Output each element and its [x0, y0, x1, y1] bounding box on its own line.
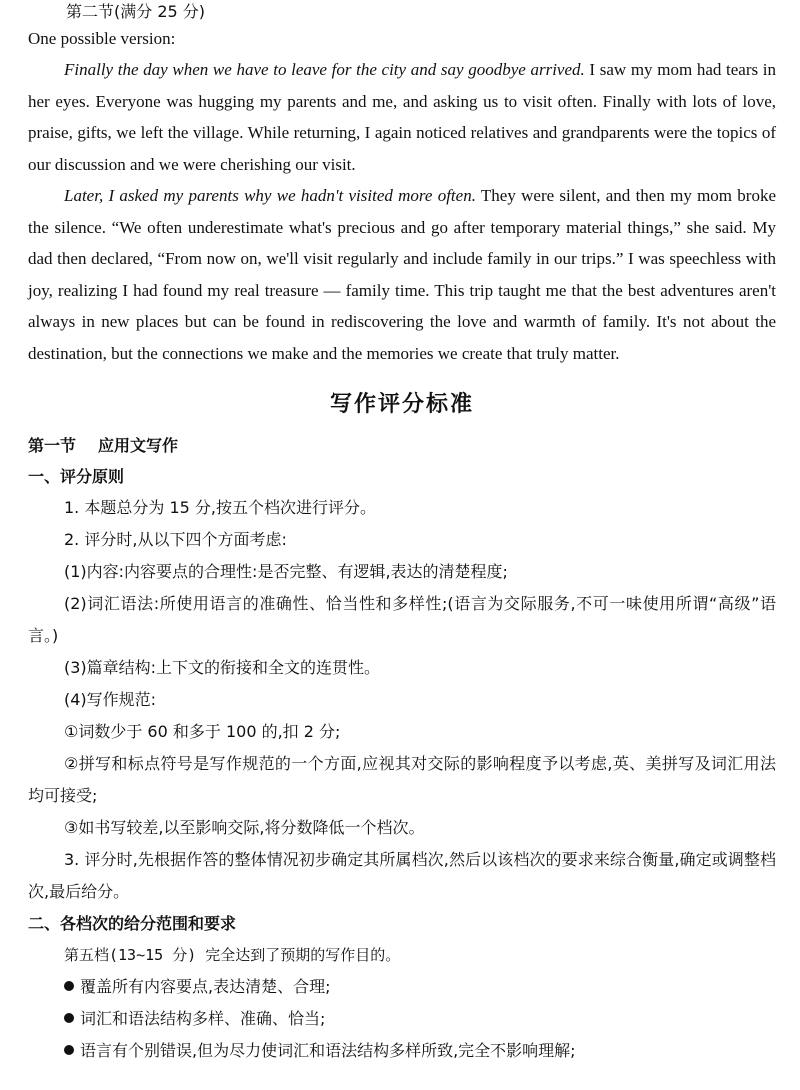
criterion-3: ③如书写较差,以至影响交际,将分数降低一个档次。: [64, 818, 425, 837]
essay-paragraph-2-opening: Later, I asked my parents why we hadn't visited more often.: [64, 186, 476, 205]
tier-5-description: 第五档(13~15 分) 完全达到了预期的写作目的。: [64, 946, 401, 964]
tier-5-bullet-3: [28, 1035, 776, 1067]
principle-sub-3: (3)篇章结构:上下文的衔接和全文的连贯性。: [64, 658, 381, 677]
bullet-dot-icon: [64, 1045, 74, 1055]
principles-heading: 一、评分原则: [28, 467, 125, 486]
tier-5-bullet-1-text: 覆盖所有内容要点,表达清楚、合理;: [80, 977, 331, 996]
bullet-dot-icon: [64, 981, 74, 991]
essay-paragraph-2: [28, 180, 776, 369]
main-title: 写作评分标准: [329, 392, 474, 417]
essay-paragraph-1-opening: Finally the day when we have to leave for the city and say goodbye arrived.: [64, 60, 585, 79]
principle-item-1: 1. 本题总分为 15 分,按五个档次进行评分。: [64, 498, 376, 517]
principle-item-2: 2. 评分时,从以下四个方面考虑:: [64, 530, 287, 549]
version-label: One possible version:: [28, 29, 176, 48]
criterion-1: ①词数少于 60 和多于 100 的,扣 2 分;: [64, 722, 341, 741]
tier-5-bullet-1: [28, 971, 776, 1003]
principle-item-3: 3. 评分时,先根据作答的整体情况初步确定其所属档次,然后以该档次的要求来综合衡量,确定或调整档次,最后给分。: [28, 850, 776, 901]
principle-sub-1: (1)内容:内容要点的合理性:是否完整、有逻辑,表达的清楚程度;: [64, 562, 508, 581]
section2-header: 第二节(满分 25 分): [66, 2, 206, 21]
tier-5-bullet-2-text: 词汇和语法结构多样、准确、恰当;: [80, 1009, 326, 1028]
tier-5-bullet-2: [28, 1003, 776, 1035]
part1-heading: [28, 430, 776, 461]
part1-title: 应用文写作: [98, 436, 179, 455]
essay-paragraph-1: [28, 54, 776, 180]
tiers-heading: 二、各档次的给分范围和要求: [28, 914, 237, 933]
tier-5-bullet-3-text: 语言有个别错误,但为尽力使词汇和语法结构多样所致,完全不影响理解;: [80, 1041, 576, 1060]
bullet-dot-icon: [64, 1013, 74, 1023]
principle-sub-2: (2)词汇语法:所使用语言的准确性、恰当性和多样性;(语言为交际服务,不可一味使用所谓“高级”语言。): [28, 594, 776, 645]
essay-paragraph-2-body: They were silent, and then my mom broke the silence. “We often underestimate what's precious and go after temporary material things,” she said. My dad then declared, “From now on, we'll visit regularly and include family in our trips.” I was speechless with joy, realizing I had found my real treasure — family time. This trip taught me that the best adventures aren't always in new places but can be found in rediscovering the love and warmth of family. It's not about the destination, but the connections we make and the memories we create that truly matter.: [28, 186, 777, 363]
principle-sub-4: (4)写作规范:: [64, 690, 157, 709]
part1-label: 第一节: [28, 436, 77, 455]
essay-paragraph-1-body: I saw my mom had tears in her eyes. Everyone was hugging my parents and me, and asking us to visit often. Finally with lots of love, praise, gifts, we left the village. While returning, I again noticed relatives and grandparents were the topics of our discussion and we were cherishing our visit.: [28, 60, 776, 174]
criterion-2: ②拼写和标点符号是写作规范的一个方面,应视其对交际的影响程度予以考虑,英、美拼写及词汇用法均可接受;: [28, 754, 776, 805]
